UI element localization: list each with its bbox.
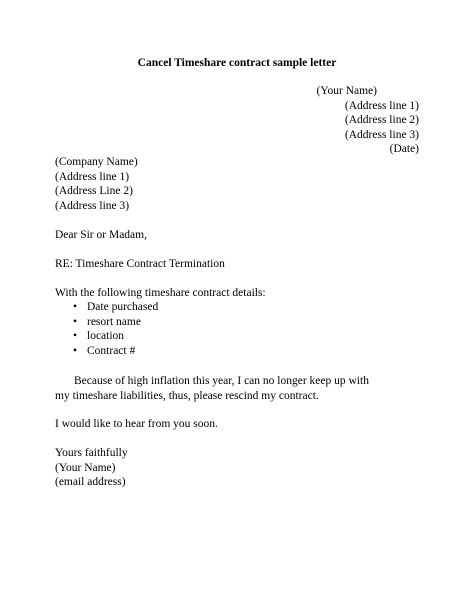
list-item-text: location [87,330,125,343]
sender-name: (Your Name) [316,85,377,97]
sender-date: (Date) [389,143,419,156]
salutation: Dear Sir or Madam, [55,229,147,241]
list-item-text: Contract # [87,344,136,357]
sender-address-line-1: (Address line 1) [344,99,419,112]
subject-line: RE: Timeshare Contract Termination [55,258,225,270]
details-list [73,300,158,358]
bullet-icon: • [73,301,78,313]
list-item [73,344,158,359]
closing-line: I would like to hear from you soon. [55,418,218,430]
recipient-company: (Company Name) [55,156,138,168]
signoff-name: (Your Name) [55,461,116,474]
recipient-address-line-3: (Address line 3) [55,199,130,212]
letter-title: Cancel Timeshare contract sample letter [137,57,337,69]
list-item-text: Date purchased [87,301,159,313]
sender-block [317,84,419,157]
body-paragraph: Because of high inflation this year, I can no longer keep up with my timeshare liabilities, thus, please rescind my contract. [55,375,369,402]
recipient-address-line-1: (Address line 1) [55,170,130,183]
list-item-text: resort name [87,315,141,328]
recipient-block [55,155,138,213]
sender-address-line-2: (Address line 2) [344,114,419,127]
valediction: Yours faithfully [55,447,128,459]
bullet-icon: • [73,344,78,357]
details-intro: With the following timeshare contract details: [55,287,266,299]
bullet-icon: • [73,330,78,343]
signoff-email: (email address) [55,476,126,489]
sender-address-line-3: (Address line 3) [344,128,419,141]
list-item [73,300,158,315]
list-item [73,329,158,344]
signoff-block [55,446,128,490]
bullet-icon: • [73,315,78,328]
recipient-address-line-2: (Address Line 2) [55,185,133,198]
list-item [73,315,158,330]
